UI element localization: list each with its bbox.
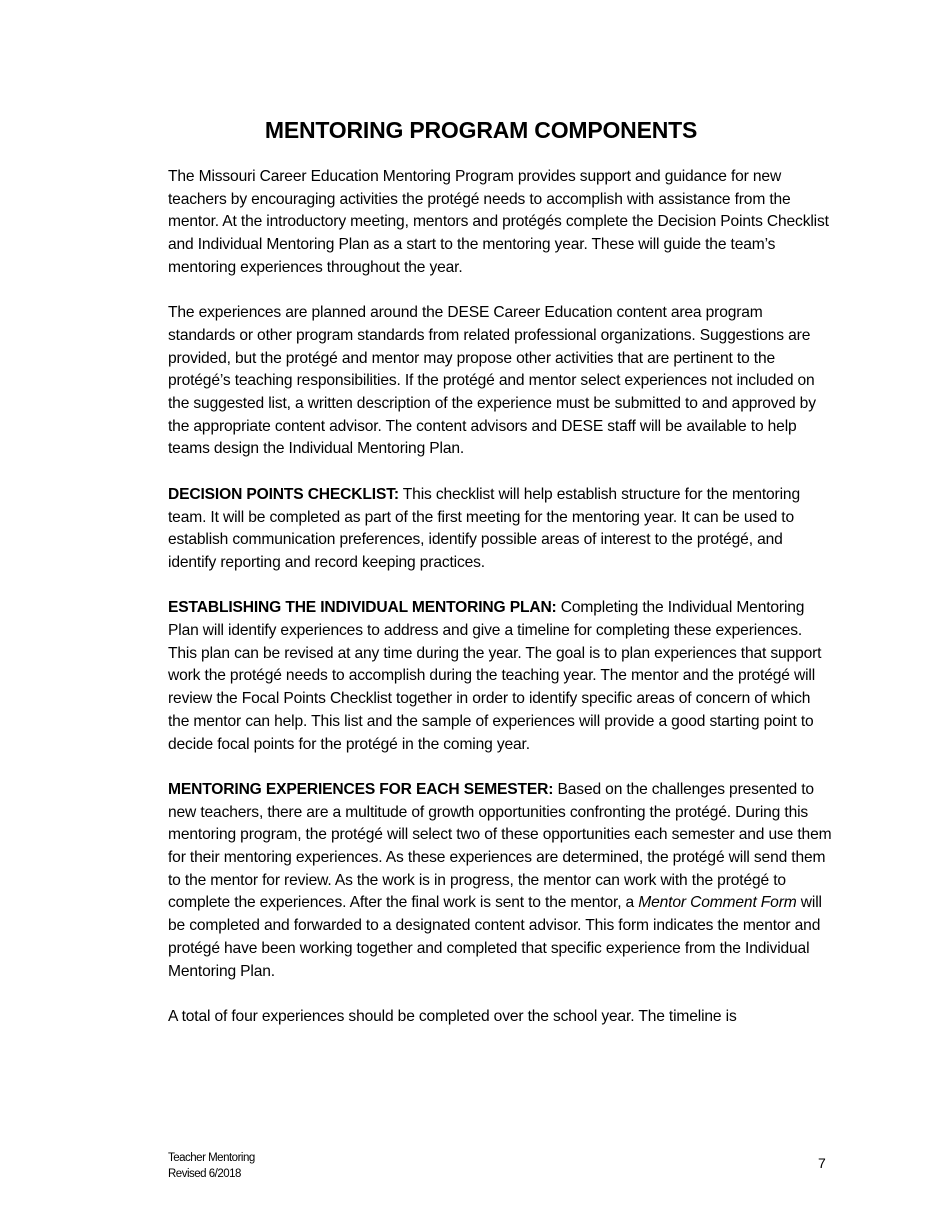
mentoring-plan-heading: ESTABLISHING THE INDIVIDUAL MENTORING PLAN: xyxy=(168,599,557,617)
decision-points-heading: DECISION POINTS CHECKLIST: xyxy=(168,485,399,503)
semester-experiences-text-b: will be completed and forwarded to a designated content advisor. This form indicates the mentor and protégé have been working together and completed that specific experience from the Individual Mentoring Plan. xyxy=(168,894,822,980)
semester-experiences-heading: MENTORING EXPERIENCES FOR EACH SEMESTER: xyxy=(168,780,554,798)
mentor-comment-form-title: Mentor Comment Form xyxy=(638,894,797,912)
page-number: 7 xyxy=(818,1155,826,1171)
footer-revision: Revised 6/2018 xyxy=(168,1168,241,1180)
experiences-paragraph: The experiences are planned around the DESE Career Education content area program standards or other program standards from related professional organizations. Suggestions are provided, but the protégé and mentor may propose other activities that are pertinent to the protégé’s teaching responsibilities. If the protégé and mentor select experiences not included on the suggested list, a written description of the experience must be submitted to and approved by the appropriate content advisor. The content advisors and DESE staff will be available to help teams design the Individual Mentoring Plan. xyxy=(168,304,816,458)
mentoring-plan-paragraph xyxy=(168,597,833,756)
footer-document-name: Teacher Mentoring xyxy=(168,1152,255,1164)
semester-experiences-paragraph xyxy=(168,779,833,983)
timeline-paragraph: A total of four experiences should be completed over the school year. The timeline is xyxy=(168,1007,737,1025)
mentoring-plan-text: Completing the Individual Mentoring Plan will identify experiences to address and give a timeline for completing these experiences. This plan can be revised at any time during the year. The goal is to plan experiences that support work the protégé needs to accomplish during the teaching year. The mentor and the protégé will review the Focal Points Checklist together in order to identify specific areas of concern of which the mentor can help. This list and the sample of experiences will provide a good starting point to decide focal points for the protégé in the coming year. xyxy=(168,599,822,753)
decision-points-paragraph xyxy=(168,484,833,575)
intro-paragraph: The Missouri Career Education Mentoring Program provides support and guidance for new teachers by encouraging activities the protégé needs to accomplish with assistance from the mentor. At the introductory meeting, mentors and protégés complete the Decision Points Checklist and Individual Mentoring Plan as a start to the mentoring year. These will guide the team’s mentoring experiences throughout the year. xyxy=(168,168,829,276)
semester-experiences-text-a: Based on the challenges presented to new teachers, there are a multitude of growth opportunities confronting the protégé. During this mentoring program, the protégé will select two of these opportunities each semester and use them for their mentoring experiences. As these experiences are determined, the protégé will send them to the mentor for review. As the work is in progress, the mentor can work with the protégé to complete the experiences. After the final work is sent to the mentor, a xyxy=(168,780,832,912)
decision-points-text: This checklist will help establish structure for the mentoring team. It will be completed as part of the first meeting for the mentoring year. It can be used to establish communication preferences, identify possible areas of interest to the protégé, and identify reporting and record keeping practices. xyxy=(168,485,800,571)
page-footer xyxy=(168,1150,255,1182)
page-title: MENTORING PROGRAM COMPONENTS xyxy=(264,117,698,143)
document-body xyxy=(168,166,833,1051)
